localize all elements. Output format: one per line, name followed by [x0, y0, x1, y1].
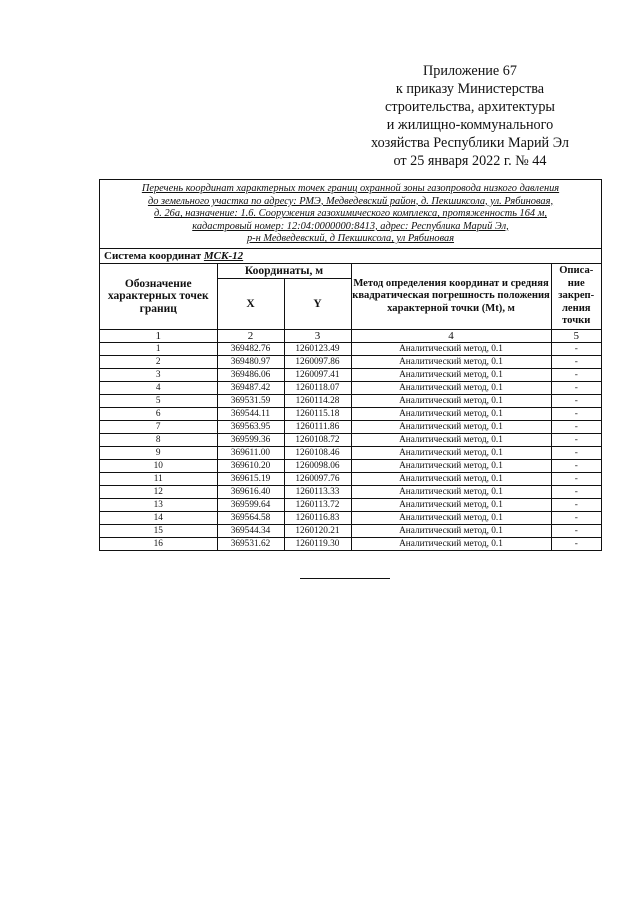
description-line: до земельного участка по адресу: РМЭ, Медведевский район, д. Пекшиксола, ул. Рябиновая,: [147, 195, 554, 207]
y-coordinate: 1260114.28: [284, 395, 351, 408]
fixing-description: -: [551, 434, 601, 447]
column-number: 4: [351, 330, 551, 343]
x-coordinate: 369486.06: [217, 369, 284, 382]
y-coordinate: 1260116.83: [284, 512, 351, 525]
coordinate-system-value: МСК-12: [203, 249, 244, 262]
x-coordinate: 369610.20: [217, 460, 284, 473]
y-coordinate: 1260108.46: [284, 447, 351, 460]
point-number: 7: [100, 421, 217, 434]
method: Аналитический метод, 0.1: [351, 447, 551, 460]
y-coordinate: 1260118.07: [284, 382, 351, 395]
fixing-description: -: [551, 343, 601, 356]
method: Аналитический метод, 0.1: [351, 434, 551, 447]
coordinate-system: [100, 249, 601, 264]
point-number: 14: [100, 512, 217, 525]
method: Аналитический метод, 0.1: [351, 473, 551, 486]
fixing-description: -: [551, 369, 601, 382]
y-coordinate: 1260119.30: [284, 538, 351, 551]
column-number: 5: [551, 330, 601, 343]
x-coordinate: 369564.58: [217, 512, 284, 525]
method: Аналитический метод, 0.1: [351, 408, 551, 421]
y-coordinate: 1260111.86: [284, 421, 351, 434]
point-number: 10: [100, 460, 217, 473]
coordinates-table: [100, 264, 601, 551]
fixing-description: -: [551, 473, 601, 486]
table-row: [100, 525, 601, 538]
point-number: 1: [100, 343, 217, 356]
fixing-description: -: [551, 382, 601, 395]
fixing-description: -: [551, 421, 601, 434]
fixing-description: -: [551, 460, 601, 473]
method: Аналитический метод, 0.1: [351, 486, 551, 499]
point-number: 13: [100, 499, 217, 512]
y-coordinate: 1260115.18: [284, 408, 351, 421]
table-row: [100, 473, 601, 486]
method: Аналитический метод, 0.1: [351, 382, 551, 395]
x-coordinate: 369563.95: [217, 421, 284, 434]
x-coordinate: 369544.34: [217, 525, 284, 538]
column-number: 2: [217, 330, 284, 343]
x-coordinate: 369544.11: [217, 408, 284, 421]
header-line: к приказу Министерства: [395, 81, 545, 97]
y-coordinate: 1260113.33: [284, 486, 351, 499]
fixing-description: -: [551, 538, 601, 551]
point-number: 16: [100, 538, 217, 551]
method: Аналитический метод, 0.1: [351, 460, 551, 473]
coordinates-frame: [99, 179, 602, 551]
method: Аналитический метод, 0.1: [351, 343, 551, 356]
appendix-header: [340, 62, 600, 170]
header-line: и жилищно-коммунального: [386, 117, 554, 133]
table-row: [100, 460, 601, 473]
header-method: Метод определения координат и средняя квадратическая погрешность положения характерной точки (Mt), м: [351, 264, 551, 330]
header-line: хозяйства Республики Марий Эл: [371, 135, 569, 151]
x-coordinate: 369531.59: [217, 395, 284, 408]
description-line: д. 26а, назначение: 1.6. Сооружения газохимического комплекса, протяженность 164 м,: [154, 208, 547, 220]
fixing-description: -: [551, 499, 601, 512]
header-x: X: [217, 279, 284, 330]
header-coordinates: Координаты, м: [217, 264, 351, 279]
fixing-description: -: [551, 486, 601, 499]
y-coordinate: 1260097.86: [284, 356, 351, 369]
method: Аналитический метод, 0.1: [351, 369, 551, 382]
table-row: [100, 395, 601, 408]
table-row: [100, 356, 601, 369]
table-row: [100, 499, 601, 512]
fixing-description: -: [551, 525, 601, 538]
method: Аналитический метод, 0.1: [351, 538, 551, 551]
x-coordinate: 369487.42: [217, 382, 284, 395]
y-coordinate: 1260120.21: [284, 525, 351, 538]
point-number: 12: [100, 486, 217, 499]
method: Аналитический метод, 0.1: [351, 512, 551, 525]
x-coordinate: 369611.00: [217, 447, 284, 460]
coordinate-system-label: Система координат: [104, 249, 202, 262]
header-point: Обозначение характерных точек границ: [100, 264, 217, 330]
table-row: [100, 538, 601, 551]
point-number: 15: [100, 525, 217, 538]
table-row: [100, 408, 601, 421]
x-coordinate: 369615.19: [217, 473, 284, 486]
table-row: [100, 382, 601, 395]
column-number: 3: [284, 330, 351, 343]
point-number: 4: [100, 382, 217, 395]
point-number: 6: [100, 408, 217, 421]
x-coordinate: 369616.40: [217, 486, 284, 499]
x-coordinate: 369599.36: [217, 434, 284, 447]
point-number: 8: [100, 434, 217, 447]
y-coordinate: 1260097.41: [284, 369, 351, 382]
method: Аналитический метод, 0.1: [351, 525, 551, 538]
table-row: [100, 369, 601, 382]
y-coordinate: 1260097.76: [284, 473, 351, 486]
end-divider: [300, 578, 390, 579]
y-coordinate: 1260098.06: [284, 460, 351, 473]
point-number: 2: [100, 356, 217, 369]
fixing-description: -: [551, 447, 601, 460]
x-coordinate: 369599.64: [217, 499, 284, 512]
method: Аналитический метод, 0.1: [351, 356, 551, 369]
header-line: строительства, архитектуры: [385, 99, 555, 115]
table-row: [100, 434, 601, 447]
table-row: [100, 486, 601, 499]
description-line: р-н Медведевский, д Пекшиксола, ул Рябиновая: [246, 233, 455, 245]
x-coordinate: 369480.97: [217, 356, 284, 369]
header-line: от 25 января 2022 г. № 44: [393, 153, 547, 169]
point-number: 5: [100, 395, 217, 408]
y-coordinate: 1260113.72: [284, 499, 351, 512]
method: Аналитический метод, 0.1: [351, 395, 551, 408]
point-number: 9: [100, 447, 217, 460]
point-number: 11: [100, 473, 217, 486]
description-line: Перечень координат характерных точек границ охранной зоны газопровода низкого давления: [141, 183, 560, 194]
table-row: [100, 343, 601, 356]
fixing-description: -: [551, 408, 601, 421]
fixing-description: -: [551, 395, 601, 408]
method: Аналитический метод, 0.1: [351, 499, 551, 512]
table-row: [100, 447, 601, 460]
table-row: [100, 512, 601, 525]
y-coordinate: 1260123.49: [284, 343, 351, 356]
header-y: Y: [284, 279, 351, 330]
point-number: 3: [100, 369, 217, 382]
y-coordinate: 1260108.72: [284, 434, 351, 447]
fixing-description: -: [551, 512, 601, 525]
x-coordinate: 369482.76: [217, 343, 284, 356]
description-line: кадастровый номер: 12:04:0000000:8413, адрес: Республика Марий Эл,: [192, 220, 509, 232]
header-description: Описа-ние закреп-ления точки: [551, 264, 601, 330]
object-description: [100, 180, 601, 249]
table-row: [100, 421, 601, 434]
x-coordinate: 369531.62: [217, 538, 284, 551]
header-line: Приложение 67: [423, 63, 517, 79]
method: Аналитический метод, 0.1: [351, 421, 551, 434]
column-number: 1: [100, 330, 217, 343]
fixing-description: -: [551, 356, 601, 369]
